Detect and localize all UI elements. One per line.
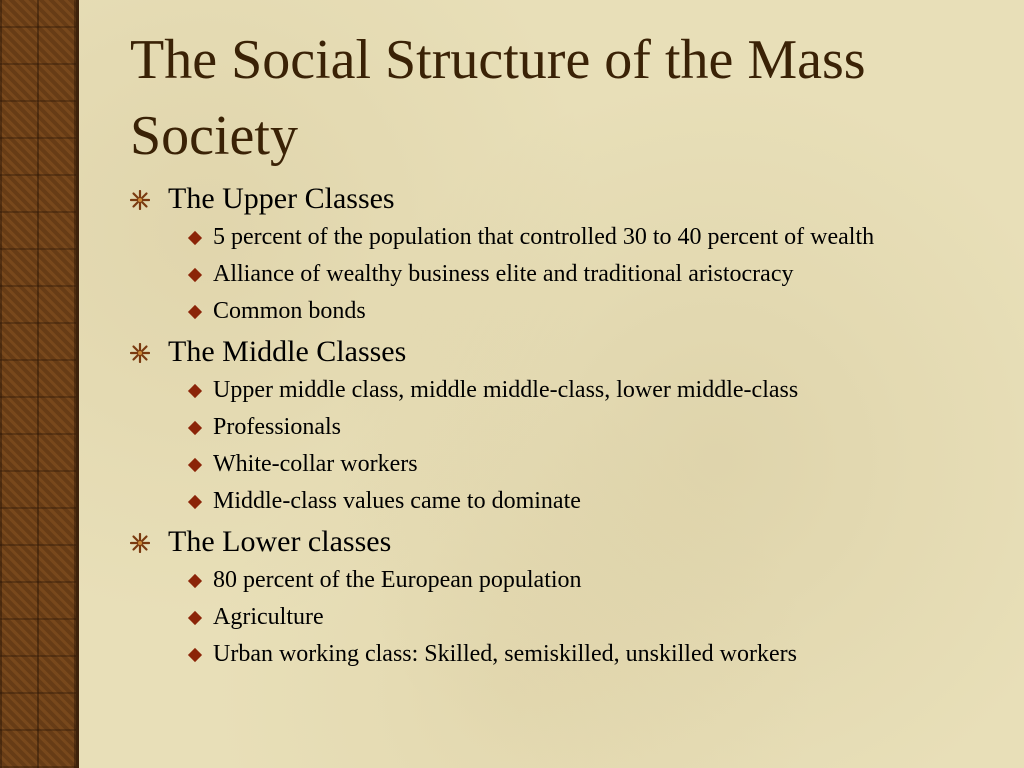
list-item-text: Agriculture — [213, 604, 324, 630]
slide-body — [130, 180, 990, 676]
border-edge-divider — [76, 0, 79, 768]
list-item — [130, 296, 953, 327]
list-item — [130, 222, 953, 253]
section-upper-classes — [130, 180, 990, 218]
list-item — [130, 639, 953, 670]
list-item — [130, 602, 953, 633]
diamond-icon — [188, 495, 202, 509]
diamond-icon — [188, 384, 202, 398]
asterisk-star-icon — [130, 533, 150, 553]
slide-title: The Social Structure of the Mass Society — [130, 29, 866, 167]
list-item — [130, 565, 953, 596]
list-item-text: Upper middle class, middle middle-class, lower middle-class — [213, 377, 799, 403]
list-item — [130, 375, 953, 406]
diamond-icon — [188, 421, 202, 435]
section-middle-classes — [130, 333, 990, 371]
diamond-icon — [188, 268, 202, 282]
list-item-text: Urban working class: Skilled, semiskilled, unskilled workers — [213, 641, 797, 667]
diamond-icon — [188, 231, 202, 245]
diamond-icon — [188, 611, 202, 625]
diamond-icon — [188, 574, 202, 588]
upper-classes-list — [130, 222, 990, 327]
list-item — [130, 412, 953, 443]
diamond-icon — [188, 458, 202, 472]
list-item-text: Professionals — [213, 414, 341, 440]
list-item — [130, 449, 953, 480]
list-item-text: Common bonds — [213, 298, 366, 324]
section-lower-classes — [130, 523, 990, 561]
list-item-text: White-collar workers — [213, 451, 418, 477]
diamond-icon — [188, 648, 202, 662]
section-heading: The Upper Classes — [168, 182, 395, 215]
lower-classes-list — [130, 565, 990, 670]
list-item-text: Middle-class values came to dominate — [213, 488, 581, 514]
middle-classes-list — [130, 375, 990, 517]
asterisk-star-icon — [130, 190, 150, 210]
list-item-text: 80 percent of the European population — [213, 567, 582, 593]
list-item-text: Alliance of wealthy business elite and traditional aristocracy — [213, 261, 794, 287]
decorative-left-border — [0, 0, 76, 768]
list-item-text: 5 percent of the population that controlled 30 to 40 percent of wealth — [213, 224, 875, 250]
asterisk-star-icon — [130, 343, 150, 363]
list-item — [130, 486, 953, 517]
diamond-icon — [188, 305, 202, 319]
list-item — [130, 259, 953, 290]
section-heading: The Middle Classes — [168, 335, 407, 368]
section-heading: The Lower classes — [168, 525, 392, 558]
